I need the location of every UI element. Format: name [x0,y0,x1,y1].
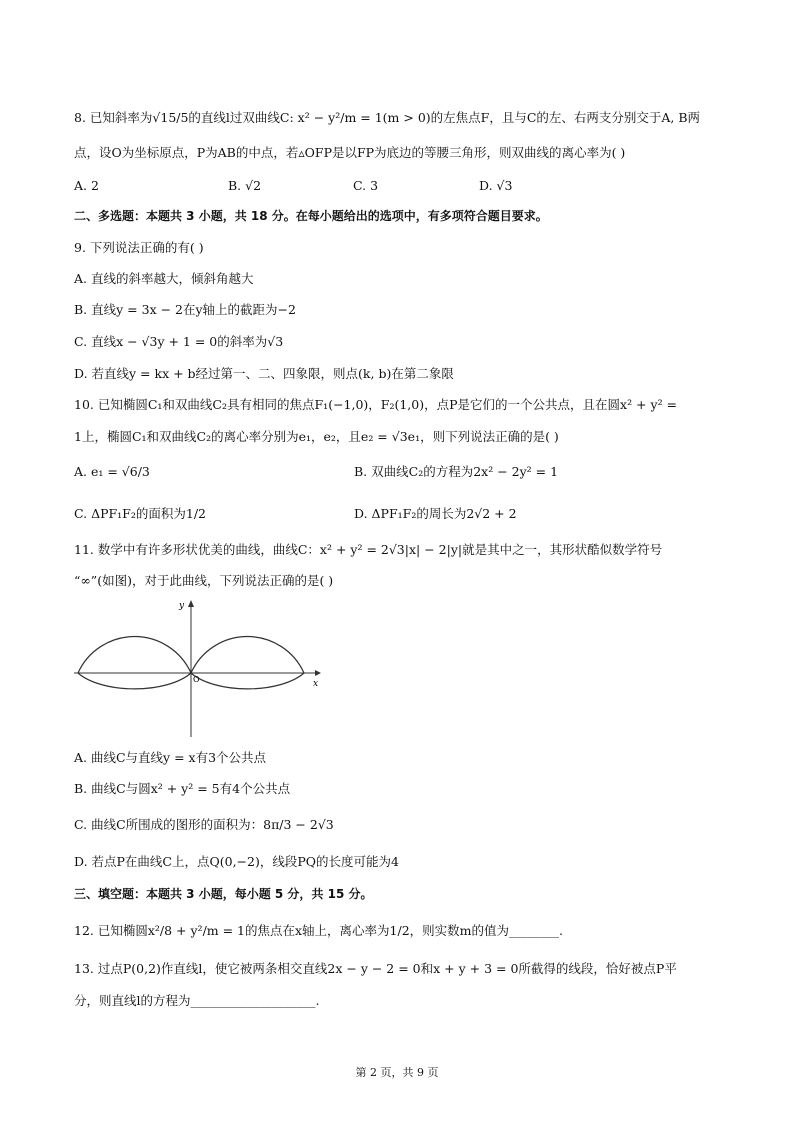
q9-stem: 9. 下列说法正确的有( ) [74,240,204,255]
q8-option-b: B. √2 [228,178,262,193]
q11-option-d: D. 若点P在曲线C上，点Q(0,−2)，线段PQ的长度可能为4 [74,854,399,869]
q9-option-d: D. 若直线y = kx + b经过第一、二、四象限，则点(k, b)在第二象限 [74,366,454,381]
curve-left-upper-arc [78,637,191,673]
q10-option-b: B. 双曲线C₂的方程为2x² − 2y² = 1 [354,464,559,479]
q12-stem: 12. 已知椭圆x²/8 + y²/m = 1的焦点在x轴上，离心率为1/2，则实数m的值为________. [74,923,564,938]
q13-stem-line2: 分，则直线l的方程为____________________. [74,993,320,1008]
q10-stem-line2: 1上，椭圆C₁和双曲线C₂的离心率分别为e₁，e₂，且e₂ = √3e₁，则下列说法正确的是( ) [74,429,559,444]
q11-option-a: A. 曲线C与直线y = x有3个公共点 [74,750,267,765]
q9-option-a: A. 直线的斜率越大，倾斜角越大 [74,271,254,286]
y-axis-arrow [188,600,194,607]
q9-option-b: B. 直线y = 3x − 2在y轴上的截距为−2 [74,302,296,317]
section-heading-multi-choice: 二、多选题：本题共 3 小题，共 18 分。在每小题给出的选项中，有多项符合题目要求。 [74,209,548,223]
q8-option-c: C. 3 [353,178,379,193]
curve-right-lower-arc [191,673,304,689]
q8-stem-line2: 点，设O为坐标原点，P为AB的中点，若▵OFP是以FP为底边的等腰三角形，则双曲线的离心率为( ) [74,145,626,160]
q11-stem-line2: “∞”(如图)，对于此曲线，下列说法正确的是( ) [74,573,334,588]
q11-curve-figure [72,597,322,742]
q11-stem-line1: 11. 数学中有许多形状优美的曲线，曲线C：x² + y² = 2√3|x| − 2|y|就是其中之一，其形状酷似数学符号 [74,542,663,557]
page-footer: 第 2 页，共 9 页 [355,1066,439,1079]
q10-option-c: C. ΔPF₁F₂的面积为1/2 [74,506,206,521]
q11-option-b: B. 曲线C与圆x² + y² = 5有4个公共点 [74,781,291,796]
q8-option-a: A. 2 [74,178,99,193]
q9-option-c: C. 直线x − √3y + 1 = 0的斜率为√3 [74,334,284,349]
q8-option-d: D. √3 [479,178,513,193]
curve-right-upper-arc [191,637,304,673]
q11-option-c: C. 曲线C所围成的图形的面积为：8π/3 − 2√3 [74,817,334,832]
q13-stem-line1: 13. 过点P(0,2)作直线l，使它被两条相交直线2x − y − 2 = 0和x + y + 3 = 0所截得的线段，恰好被点P平 [74,961,677,976]
section-heading-fill-in: 三、填空题：本题共 3 小题，每小题 5 分，共 15 分。 [74,887,373,901]
origin-label: O [193,675,200,684]
q8-stem-line1: 8. 已知斜率为√15/5的直线l过双曲线C: x² − y²/m = 1(m > 0)的左焦点F，且与C的左、右两支分别交于A, B两 [74,110,701,125]
y-axis-label: y [179,601,185,611]
curve-left-lower-arc [78,673,191,689]
q10-option-a: A. e₁ = √6/3 [74,464,150,479]
q10-option-d: D. ΔPF₁F₂的周长为2√2 + 2 [354,506,517,521]
x-axis-label: x [313,679,319,689]
x-axis-arrow [315,670,321,676]
q10-stem-line1: 10. 已知椭圆C₁和双曲线C₂具有相同的焦点F₁(−1,0)，F₂(1,0)，点P是它们的一个公共点，且在圆x² + y² = [74,397,678,412]
